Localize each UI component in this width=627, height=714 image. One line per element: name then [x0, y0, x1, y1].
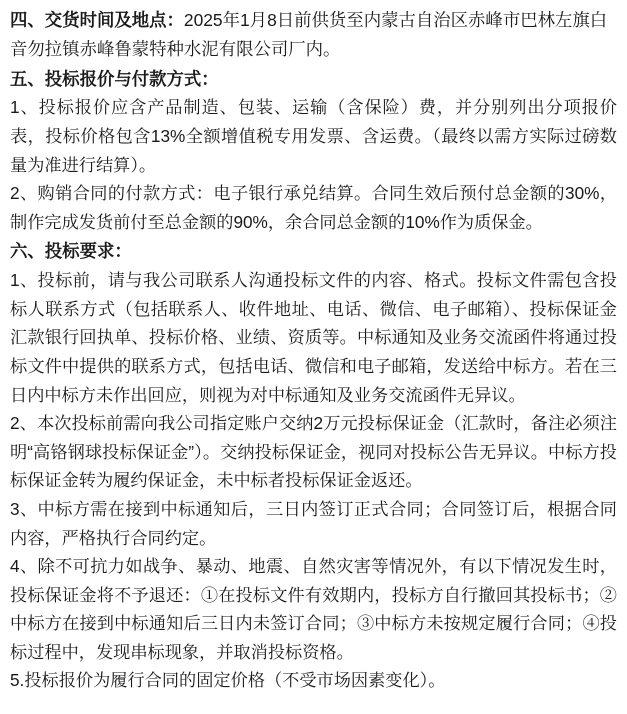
section-bid-requirements-heading: 六、投标要求：: [10, 241, 132, 262]
bid-requirement-item-1: 1、投标前，请与我公司联系人沟通投标文件的内容、格式。投标文件需包含投标人联系方式（包括联系人、收件地址、电话、微信、电子邮箱）、投标保证金汇款银行回执单、投标价格、业绩、资质等。中标通知及业务交流函件将通过投标文件中提供的联系方式，包括电话、微信和电子邮箱，发送给中标方。若在三日内中标方未作出回应，则视为对中标通知及业务交流函件无异议。: [10, 270, 617, 405]
section-bid-requirements: [10, 237, 617, 695]
section-bid-price-heading: 五、投标报价与付款方式：: [10, 68, 219, 89]
section-delivery-body: 2025年1月8日前供货至内蒙古自治区赤峰市巴林左旗白音勿拉镇赤峰鲁蒙特种水泥有限公司厂内。: [10, 10, 608, 59]
bid-price-item-1: 1、投标报价应含产品制造、包装、运输（含保险）费，并分别列出分项报价表，投标价格包含13%全额增值税专用发票、含运费。（最终以需方实际过磅数量为准进行结算）。: [10, 97, 617, 175]
section-delivery-time-place: [10, 6, 617, 64]
bid-requirement-item-3: 3、中标方需在接到中标通知后，三日内签订正式合同；合同签订后，根据合同内容，严格执行合同约定。: [10, 498, 617, 548]
bid-price-item-2: 2、购销合同的付款方式：电子银行承兑结算。合同生效后预付总金额的30%，制作完成发货前付至总金额的90%，余合同总金额的10%作为质保金。: [10, 183, 617, 232]
section-delivery-heading: 四、交货时间及地点：: [10, 10, 184, 30]
section-delivery-heading-line: [10, 6, 617, 64]
bid-requirement-item-4: 4、除不可抗力如战争、暴动、地震、自然灾害等情况外，有以下情况发生时，投标保证金将不予退还：①在投标文件有效期内，投标方自行撤回其投标书；②中标方在接到中标通知后三日内未签订合同；③中标方未按规定履行合同；④投标过程中，发现串标现象，并取消投标资格。: [10, 556, 617, 662]
bid-requirement-item-2: 2、本次投标前需向我公司指定账户交纳2万元投标保证金（汇款时，备注必须注明“高铬钢球投标保证金”）。交纳投标保证金，视同对投标公告无异议。中标方投标保证金转为履约保证金，未中标者投标保证金返还。: [10, 413, 617, 491]
section-bid-price-payment: [10, 65, 617, 237]
bid-requirement-item-5: 5.投标报价为履行合同的固定价格（不受市场因素变化）。: [10, 670, 446, 691]
